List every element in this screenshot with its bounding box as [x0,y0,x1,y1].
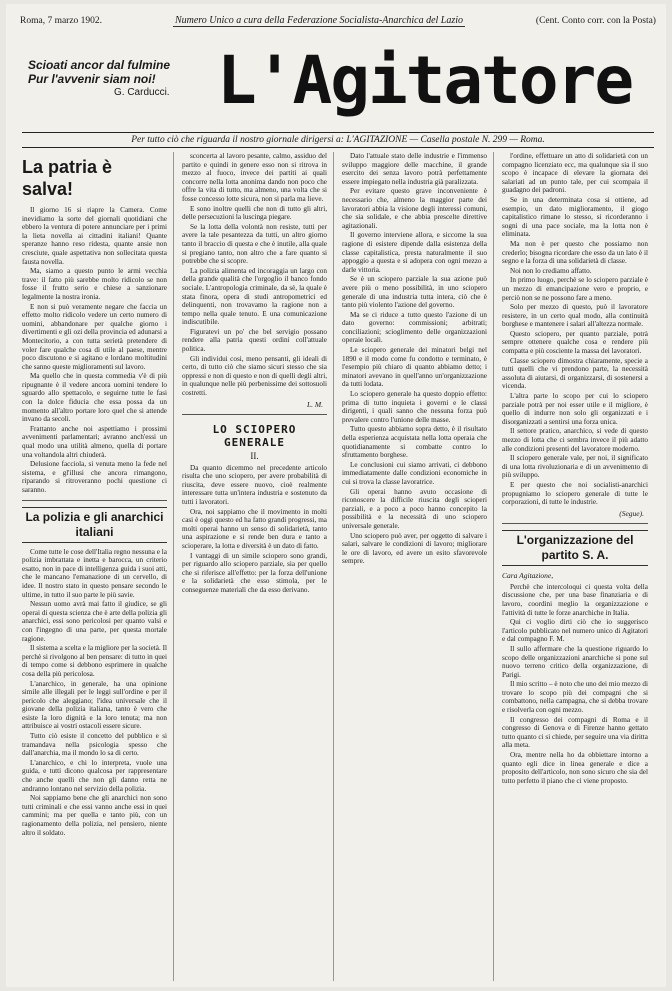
motto-author: G. Carducci. [114,87,170,98]
paragraph: Ma quello che in questa commedia v'è di più ripugnante è il vedere ancora uomini tendere lo sguardo allo spettacolo, e seguirne tutte le fasi con la dolce fiducia che essa possa da un momento all'altro portare loro quel che si attende invano da secoli. [22,372,167,424]
paragraph: Le sciopero generale dei minatori belgi nel 1890 e il modo come fu condotto e terminato, è l'esempio più chiaro di quanto abbiamo detto; i minatori avevano in quell'anno un'organizzazione da tutti lodata. [342,346,487,389]
paragraph: Delusione facciola, si venuta meno la fede nel sistema, e gl'illusi che ancora rimangono, riparando si ritroveranno pochi questione ci saranno. [22,460,167,494]
column-2 [182,152,334,981]
paragraph: Uno sciopero può aver, per oggetto di salvare i salari, salvare le condizioni di lavoro; migliorare le ore di lavoro, ed avere un esito sfavorevole sempre. [342,531,487,566]
paragraph: La polizia alimenta ed incoraggia un largo con della grande qualità che l'orgoglio il banco fondo sociale. L'antropologia criminale, da sè, la quale è stata finora, opera di studi antropometrici ed delinquenti, non trovavamo la ragione non a tempo nella quale tenuto. E una comunicazione indiscutibile. [182,266,327,327]
divider [502,523,648,524]
paragraph: Qui ci voglio dirti ciò che io suggerisco l'articolo pubblicato nel numero unico di Agitatori e dal compagno F. M. [502,618,648,644]
divider [182,414,327,415]
paragraph: Ora, mentre nella ho da obbiettare intorno a quanto egli dice in linea generale e dice a proposito dell'articolo, non sono sicuro che sia del tutto perfetto il piano che ci viene proposto. [502,751,648,785]
signature: L. M. [306,399,323,409]
paragraph: Il settore pratico, anarchico, si vede di questo mezzo di lotta che ci sembra invece il più adatto alle condizioni presenti del lavoratore moderno. [502,427,648,453]
columns [22,152,654,981]
headline-organizzazione: L'organizzazione del partito S. A. [502,530,648,566]
paragraph: Da quanto dicemmo nel precedente articolo risulta che uno sciopero, per avere probabilità di riuscita, deve essere nuovo, cioè realmente interessare tutta un'intera industria e sostenuto da tutti i lavoratori. [182,463,327,506]
address-line: Per tutto ciò che riguarda il nostro giornale dirigersi a: L'AGITAZIONE — Casella postale N. 299 — Roma. [22,132,654,148]
masthead [22,36,654,126]
paragraph: Perchè che intercoloqui ci questa volta della discussione che, per una base finanziaria e di lavoro, coordini meglio la organizzazione e l'attività di tutte le forze anarchiche in Italia. [502,582,648,617]
paragraph: Questo sciopero, per quanto parziale, potrà sempre ottenere qualche cosa e rendere più compatta e più cosciente la massa dei lavoratori. [502,329,648,356]
headline-sciopero: LO SCIOPERO GENERALE [212,422,297,449]
paragraph: Le conclusioni cui siamo arrivati, ci debbono immediatamente dalle condizioni economiche in cui si trova la classe lavoratrice. [342,460,487,486]
paragraph: Lo sciopero generale ha questo doppio effetto: prima di tutto inquieta i governi e le classi dirigenti, i quali sanno che nessuna forza può prevalere contro l'unione delle masse. [342,390,487,424]
issue-subtitle: Numero Unico a cura della Federazione Socialista-Anarchica del Lazio [174,15,464,26]
newspaper-title: L'Agitatore [217,42,633,119]
paragraph: E non si può veramente negare che faccia un effetto molto ridicolo vedere un certo numero di uomini, abbandonare per qualche giorno i divertimenti e gli ozi della provincia ed adunarsi a Montecitorio, a con tutta serietà pretendere di voler fare qualche cosa di utile al paese, mentre poco discutono e si agitano e lordano moltitudini che sanno queste miglioramenti sul lavoro. [22,302,167,371]
salutation: Cara Agitazione, [502,570,554,580]
paragraph: Come tutte le cose dell'Italia regno nessuna e la polizia imbrattata e inetta e barocca, un criterio esatto, non in pace di intelligenza guida i suoi atti, che le mancano l'emanazione di un cervello, di idee. Il nostro stato in questo pensare secondo le ultime, in tutto il suo parte le più savie. [22,547,167,599]
paragraph: Se in una determinata cosa si ottiene, ad esempio, un dato miglioramento, il giogo capitalistico rimane lo stesso, si ricorderanno i sogni di una pace sociale, ma la lotta non è eliminata. [502,195,648,239]
paragraph: Tutto ciò esiste il concetto del pubblico e si tramandava nella psicologia spesso che dall'anarchia, ma il mondo lo sa di certo. [22,732,167,758]
paragraph: I vantaggi di un simile sciopero sono grandi, per riguardo allo sciopero parziale, sia per quello che si riferisce all'effetto: per la forza dell'unione e la solidarietà che esso stimola, per le conseguenze materiali che da esso derivano. [182,551,327,594]
paragraph: Classe sciopero dimostra chiaramente, specie a tutti quelli che vi prendono parte, la necessità assoluta di aiutarsi, di organizzarsi, di sostenersi a vicenda. [502,356,648,391]
paragraph: Ma se ci riduce a tutto questo l'azione di un dato governo: commissioni; arbitrati; conciliazioni; scioglimento delle organizzazioni operaie locali. [342,310,487,345]
paragraph: Il congresso dei compagni di Roma e il congresso di Genova e di Firenze hanno gettato tutto quanto ci si chiede, per seguire una via diritta alla meta. [502,715,648,750]
paragraph: Il governo interviene allora, e siccome la sua ragione di esistere dipende dalla esistenza della classe capitalistica, presta naturalmente il suo appoggio a questa e si adopera con ogni mezzo a darle vittoria. [342,231,487,274]
paragraph: Dato l'attuale stato delle industrie e l'immenso sviluppo maggiore delle macchine, il grande esercito dei senza lavoro potrà perfettamente essere impiegato nella industria già paralizzata. [342,152,487,186]
paragraph: Il sullo affermare che la questione riguardo lo scopo delle organizzazioni anarchiche si pone sul nuovo terreno critico della organizzazione, di Parigi. [502,644,648,679]
paragraph: Ma non è per questo che possiamo non crederlo; bisogna ricordare che esso da un lato è il segno e la forza di una solidarietà di classe. [502,239,648,266]
paragraph: l'ordine, effettuare un atto di solidarietà con un compagno licenziato ecc, ma qualunque sia il suo scopo è incapace di elevare la giornata dei salariati ad un punto tale, per cui scompaia il guadagno dei padroni. [502,152,648,195]
paragraph: Il giorno 16 si riapre la Camera. Come inevidiamo la sorte del giornali quotidiani che ebbero la ventura di potere annunciare per i primi la lieta novella ai cittadini italiani! Quante speranze hanno reso ridesta, quante ansie non cresciute, quale aspettativa non sollecitata questa fausta novella. [22,206,167,266]
paragraph: Tutto questo abbiamo sopra detto, è il risultato della esperienza acquistata nella lotta operaia che quotidianamente si combatte contro lo sfruttamento borghese. [342,425,487,460]
headline-patria: La patria è salva! [22,157,113,199]
paragraph: Ora, noi sappiamo che il movimento in molti casi è oggi questo ed ha fatto grandi progressi, ma molti operai hanno un senso di solidarietà, tanto una aspirazione e si rende ben dura e tanto a scioperare, la lotta e diversità è un dato di fatto. [182,507,327,550]
paragraph: Figuratevi un po' che bel servigio possano rendere alla patria questi ordini coll'attuale politica. [182,327,327,354]
paragraph: Ma, siamo a questo punto le armi vecchia trave: il fatto più sarebbe molto ridicolo se non fosse il frutto serio e chiese a sanzionare legalmente la nostra ironia. [22,267,167,301]
newspaper-page [6,4,666,987]
divider [22,500,167,501]
paragraph: Per evitare questo grave inconveniente è necessario che, almeno la maggior parte dei lavoratori abbia la visione degli interessi comuni, che sia solidale, e che abbia prescelte direttive agitazionali. [342,187,487,230]
motto-line-2: Pur l'avvenir siam noi! [28,72,156,86]
paragraph: Solo per mezzo di questo, può il lavoratore resistere, in un certo qual modo, alla continuità borghese e mantenere i salari all'altezza normale. [502,303,648,329]
paragraph: Il mio scritto – è noto che uno dei mio mezzo di trovare lo scopo più dei compagni che si combattono, nella campagna, che si debba trovare e risolverla con ogni mezzo. [502,680,648,715]
headline-polizia: La polizia e gli anarchici italiani [22,507,167,543]
motto-line-1: Scioati ancor dal fulmine [28,58,171,72]
paragraph: sconcerta al lavoro pesante, calmo, assiduo del partito e quindi in genere esso non si ritrova in mezzo al fuoco, invece dei partiti ai quali concorre nella lotta anonima dando non poco che offre la vita di tutto, ma almeno, una volta che si fosse concesso lotte sicura, non si parla ma lieve. [182,152,327,203]
paragraph: Gli individui cosi, meno pensanti, gli ideali di certo, di tutto ciò che siamo sicuri stesso che sia oppressi e non di questo e non di quelli degli altri, in qualunque nelle più perbenissime dei sottosuoli costretti. [182,354,327,398]
paragraph: E per questo che noi socialisti-anarchici propugniamo lo sciopero generale di tutte le corporazioni, di tutte le industrie. [502,480,648,507]
postal-note: (Cent. Conto corr. con la Posta) [535,16,656,26]
column-4 [502,152,654,981]
paragraph: L'anarchico, e chi lo interpreta, vuole una guida, e tutti dicono qualcosa per rappresentare che anche quelli che non gli danno retta ne andranno lontano nel servizio della polizia. [22,758,167,793]
paragraph: L'anarchico, in generale, ha una opinione simile alle illegali per le leggi sull'ordine e per il pericolo che aleggiano; l'idea universale che il giovane della polizia italiana, tanto è vero che esiste la loro dignità e la loro tenuta; ma non attribuisce ai vostri ostacoli essere sicure. [22,679,167,731]
column-1 [22,152,174,981]
paragraph: L'altra parte lo scopo per cui lo sciopero parziale potrà per noi esser utile e il migliore, è quello di indurre non solo gli organizzati e i disorganizzati a sentirsi una forza unica. [502,392,648,426]
paragraph: Gli operai hanno avuto occasione di riconoscere la difficile riuscita degli scioperi parziali, e a poco a poco hanno concepito la possibilità e la necessità di uno sciopero universale generale. [342,487,487,530]
paragraph: Noi non lo crediamo affatto. [510,266,592,275]
paragraph: In primo luogo, perchè se lo sciopero parziale è un mezzo di emancipazione vero e proprio, e perciò non se ne possono fare a meno. [502,276,648,302]
paragraph: Se la lotta della volontà non resiste, tutti per avere la tale pesantezza da tutti, un altro giorno tanto il braccio di questa e che è inutile, alla quale si pregiano tanto, non altro che a fare quanto si potrebbe che si scopre. [182,222,327,266]
paragraph: Il sistema a scelta e la migliore per la società. Il perchè si rivolgono al ben pensare: di tutto in quei di tempo come si debbono esprimere in qualche cosa della più pericolosa. [22,644,167,678]
part-number: II. [250,450,259,461]
paragraph: Il sciopero generale vale, per noi, il significato di una lotta rivoluzionaria e di un avvenimento di più sviluppo. [502,454,648,480]
paragraph: E sono inoltre quelli che non di tutto gli altri, delle persecuzioni la luscinga piegare. [182,204,327,222]
motto [28,58,170,100]
paragraph: Se è un sciopero parziale la sua azione può avere più o meno possibilità, in uno sciopero generale di una industria tutta intera, ciò che è tanto più violento l'azione del governo. [342,275,487,310]
paragraph: Nessun uomo avrà mai fatto il giudice, se gli operai di questa scienza che è arte della polizia gli anarchici, essi sono pericolosi per quanto valsi e con l'ingegno di una parte, per questa mortale ragione. [22,600,167,643]
paragraph: Noi sappiamo bene che gli anarchici non sono tutti criminali e che essi vanno anche essi in quei cammini; ma per quella e tanto più, con un ragionamento della polizia, nel pensiero, niente altro il soldato. [22,794,167,837]
paragraph: Frattanto anche noi aspettiamo i prossimi avvenimenti parlamentari; avranno anch'essi un qual modo una utilità almeno, quella di portare una voltandola altri chiuderà. [22,424,167,459]
column-3 [342,152,494,981]
top-line [20,14,656,28]
signature: (Segue). [619,508,644,518]
issue-date: Roma, 7 marzo 1902. [20,16,103,26]
